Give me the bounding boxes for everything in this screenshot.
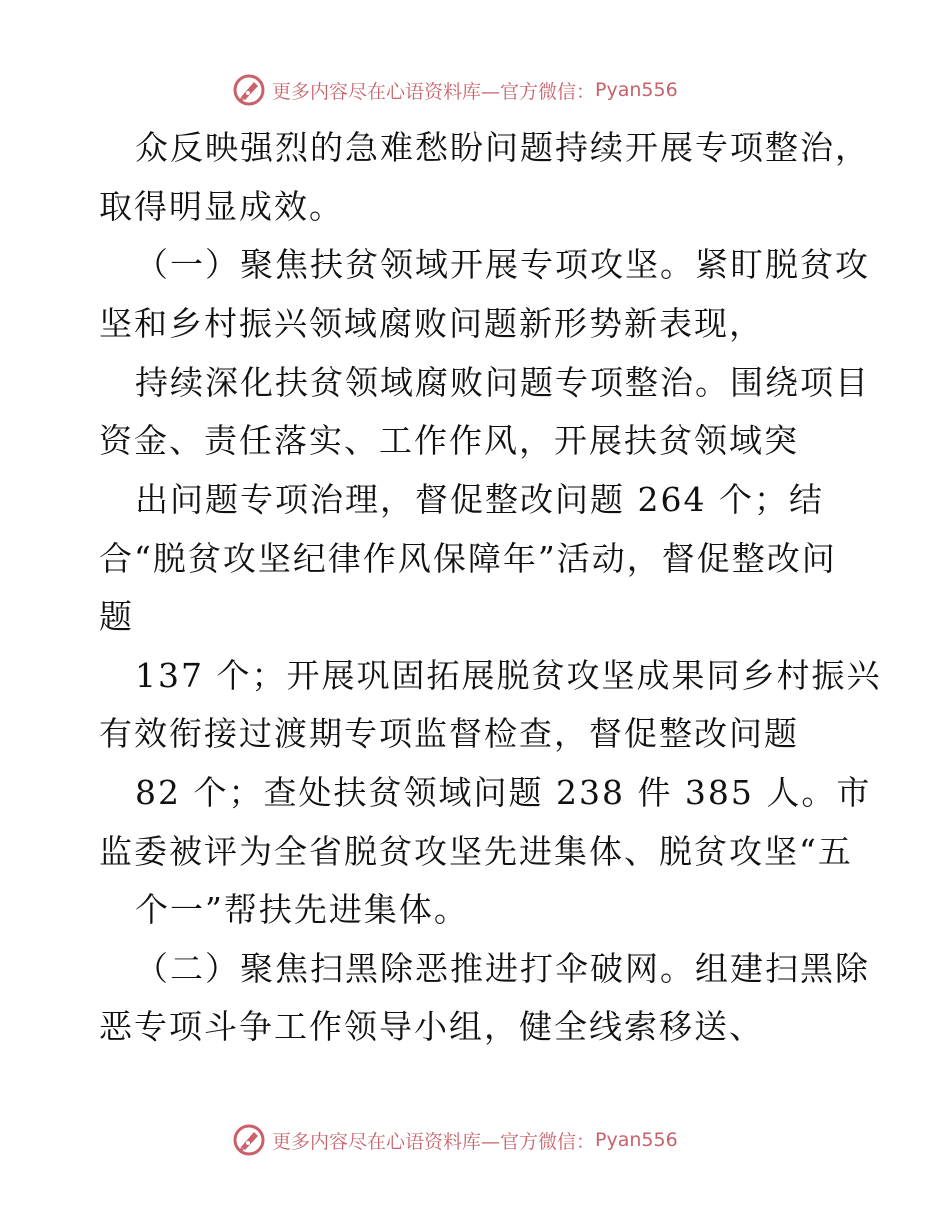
watermark-account: Pyan556 <box>595 79 678 101</box>
text-line: （二）聚焦扫黑除恶推进打伞破网。组建扫黑除 <box>135 949 870 988</box>
text-line: 个一”帮扶先进集体。 <box>135 890 469 929</box>
text-line: 恶专项斗争工作领导小组，健全线索移送、 <box>99 1007 764 1046</box>
text-line: 取得明显成效。 <box>99 187 344 226</box>
text-line: 坚和乡村振兴领域腐败问题新形势新表现， <box>99 304 764 343</box>
pen-logo-icon <box>232 1123 266 1157</box>
header-watermark <box>232 72 678 108</box>
text-line: 监委被评为全省脱贫攻坚先进集体、脱贫攻坚“五 <box>99 832 853 871</box>
text-line: 资金、责任落实、工作作风，开展扶贫领域突 <box>99 421 799 460</box>
text-line: 持续深化扶贫领域腐败问题专项整治。围绕项目 <box>135 363 870 402</box>
watermark-account: Pyan556 <box>595 1129 678 1151</box>
text-line: 有效衔接过渡期专项监督检查，督促整改问题 <box>99 714 799 753</box>
text-line: 137 个；开展巩固拓展脱贫攻坚成果同乡村振兴 <box>135 656 882 695</box>
watermark-text: 更多内容尽在心语资料库—官方微信： <box>272 1130 596 1153</box>
text-line: 题 <box>99 597 134 636</box>
text-line: 众反映强烈的急难愁盼问题持续开展专项整治， <box>135 128 870 167</box>
pen-logo-icon <box>232 73 266 107</box>
text-line: 出问题专项治理，督促整改问题 264 个；结 <box>135 480 824 519</box>
text-line: （一）聚焦扶贫领域开展专项攻坚。紧盯脱贫攻 <box>135 245 870 284</box>
text-line: 合“脱贫攻坚纪律作风保障年”活动，督促整改问 <box>99 539 837 578</box>
footer-watermark <box>232 1122 678 1158</box>
text-line: 82 个；查处扶贫领域问题 238 件 385 人。市 <box>135 773 872 812</box>
watermark-text: 更多内容尽在心语资料库—官方微信： <box>272 80 596 103</box>
